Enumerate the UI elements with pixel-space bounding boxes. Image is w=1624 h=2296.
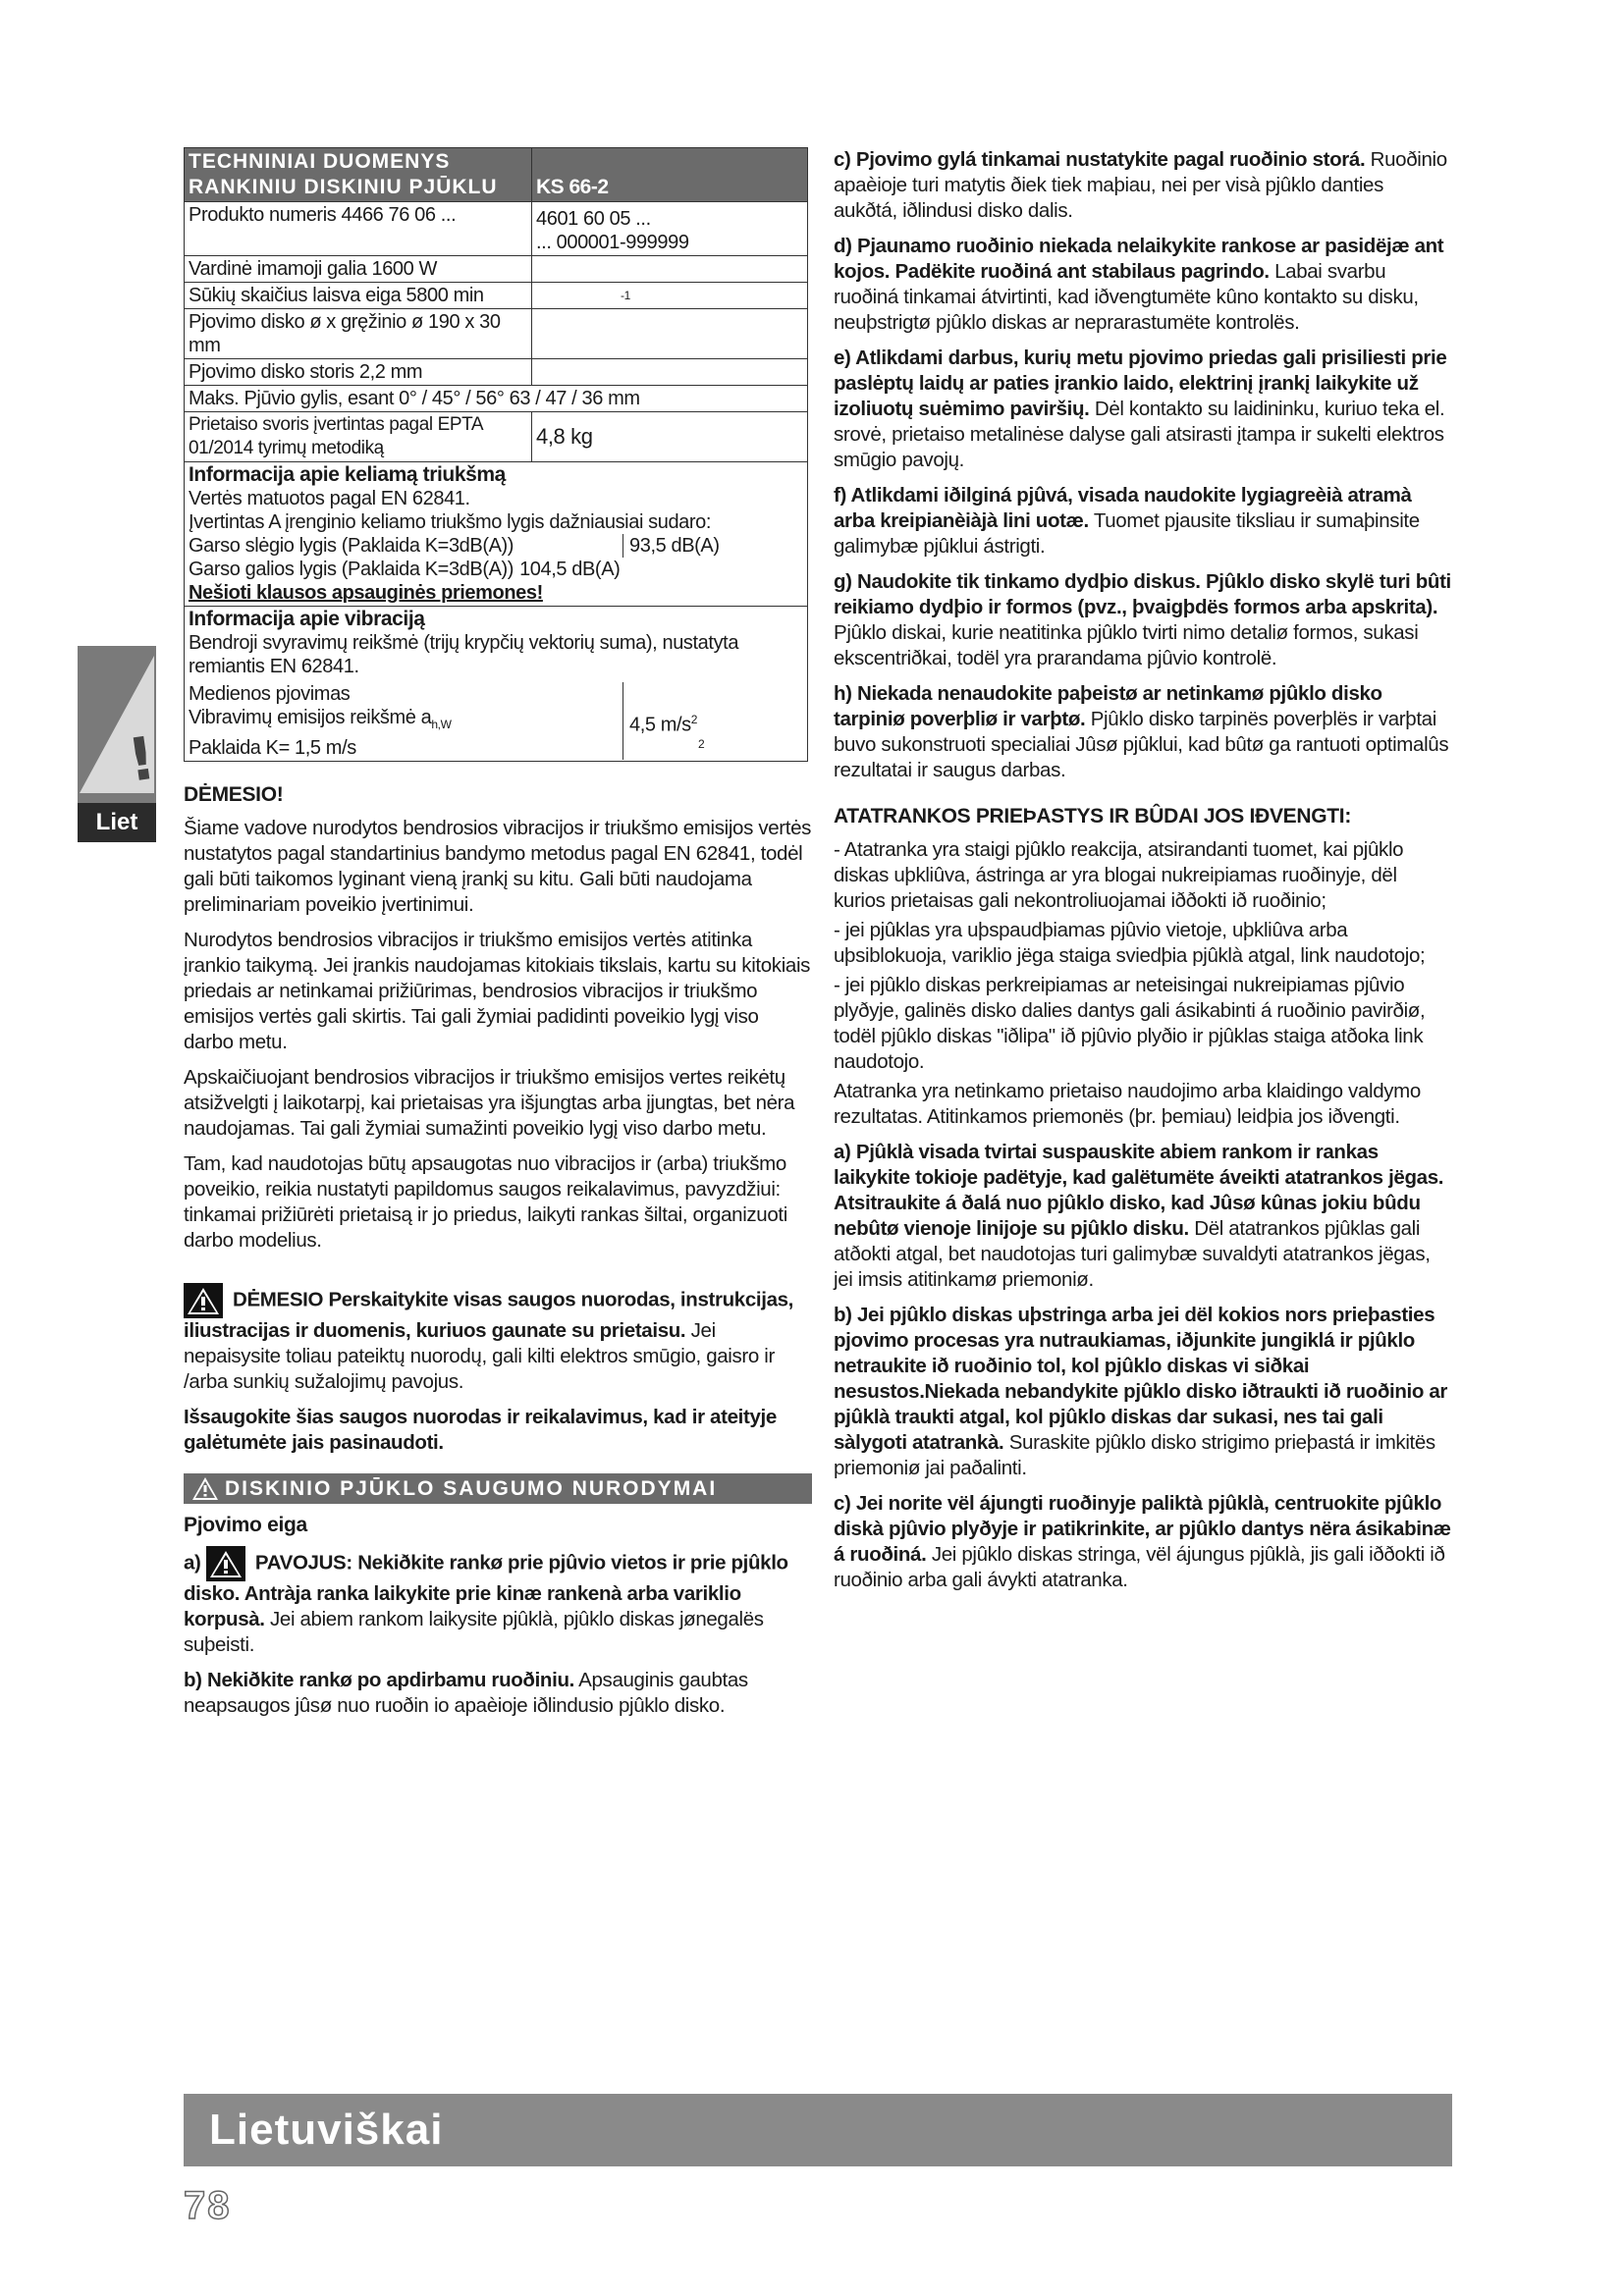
instruction-b-text: Apsauginis gaubtas neapsaugos jûsø nuo ruoðin io apaèioje iðlindusio pjûklo disko. bbox=[184, 1669, 748, 1717]
instruction-d-text: Labai svarbu ruoðiná tinkamai átvirtinti, kad iðvengtumëte kûno kontakto su disku, neuþstrigtø pjûklo diskas ar neprarastumëte kontrolës. bbox=[834, 260, 1419, 334]
instruction-f-text: Tuomet pjausite tiksliau ir sumaþinsite galimybæ pjûklui ástrigti. bbox=[834, 509, 1420, 558]
table-row bbox=[185, 283, 808, 309]
warning-exclamation-icon bbox=[78, 646, 160, 803]
kickback-note: Atatranka yra netinkamo prietaiso naudojimo arba klaidingo valdymo rezultatas. Atitinkamos priemonës (þr. þemiau) leidþia jos iðvengti. bbox=[834, 1080, 1421, 1128]
vibration-emission-sub: h,W bbox=[431, 718, 452, 731]
instruction-d bbox=[834, 234, 1452, 336]
instruction-d-bold: d) Pjaunamo ruoðinio niekada nelaikykite rankose ar pasidëjæ ant kojos. Padëkite ruoðiná ant stabilaus pagrindo. bbox=[834, 235, 1444, 283]
spec-label: Pjovimo disko ø x gręžinio ø 190 x 30 mm bbox=[185, 309, 532, 359]
noise-line2: Įvertintas A įrenginio keliamo triukšmo lygis dažniausiai sudaro: bbox=[189, 511, 712, 533]
spec-value: -1 bbox=[532, 283, 808, 309]
spec-label: Pjovimo disko storis 2,2 mm bbox=[185, 359, 532, 386]
spec-value: 4601 60 05 ... ... 000001-999999 bbox=[532, 202, 808, 256]
vibration-uncertainty-label: Paklaida K= 1,5 m/s bbox=[189, 737, 356, 759]
kickback-instruction-a-text: Dël atatrankos pjûklas gali atðokti atgal, bet naudotojas turi galimybæ suvaldyti atatrankos jëgas, jei imsis atitinkamø priemoniø. bbox=[834, 1217, 1431, 1291]
spec-label: Sūkių skaičius laisva eiga 5800 min bbox=[185, 283, 532, 309]
instruction-g-text: Pjûklo diskai, kurie neatitinka pjûklo tvirti nimo detaliø formos, sukasi ekscentriðkai, todël yra prarandama pjûvio kontrolë. bbox=[834, 621, 1419, 669]
spec-title-line2: RANKINIU DISKINIU PJŪKLU bbox=[189, 176, 498, 198]
spec-value bbox=[532, 256, 808, 283]
language-footer-bar: Lietuviškai bbox=[184, 2094, 1452, 2166]
kickback-item: - jei pjûklas yra uþspaudþiamas pjûvio vietoje, uþkliûva arba uþsiblokuoja, variklio jëga staiga sviedþia pjûklà atgal, link naudotojo; bbox=[834, 919, 1426, 967]
language-side-tab bbox=[78, 646, 160, 842]
warning-triangle-icon bbox=[184, 1283, 223, 1318]
spec-label: Produkto numeris 4466 76 06 ... bbox=[185, 202, 532, 256]
paragraph: Apskaičiuojant bendrosios vibracijos ir triukšmo emisijos vertes reikėtų atsižvelgti į laikotarpį, kai prietaisas yra išjungtas arba įjungtas, bet nėra naudojamas. Tai gali žymiai sumažinti poveikio lygį viso darbo metu. bbox=[184, 1066, 795, 1140]
instruction-g bbox=[834, 569, 1452, 671]
table-row bbox=[185, 309, 808, 359]
attention-title: DĖMESIO! bbox=[184, 783, 284, 806]
vibration-emission-sup: 2 bbox=[690, 713, 698, 726]
kickback-title: ATATRANKOS PRIEÞASTYS IR BÛDAI JOS IÐVENGTI: bbox=[834, 805, 1352, 828]
noise-power-value: 104,5 dB(A) bbox=[519, 559, 621, 580]
instruction-a bbox=[184, 1546, 812, 1658]
instruction-g-bold: g) Naudokite tik tinkamo dydþio diskus. Pjûklo disko skylë turi bûti reikiamo dydþio ir formos (pvz., þvaigþdës formos arba apskrita). bbox=[834, 570, 1451, 618]
page-number: 78 bbox=[184, 2184, 232, 2227]
noise-pressure-label: Garso slėgio lygis (Paklaida K=3dB(A)) bbox=[189, 535, 514, 557]
left-column bbox=[184, 147, 812, 1729]
general-warning-bold: DĖMESIO Perskaitykite visas saugos nuorodas, instrukcijas, iliustracijas ir duomenis, kuriuos gaunate su prietaisu. bbox=[184, 1288, 794, 1342]
spec-label: Prietaiso svoris įvertintas pagal EPTA 01/2014 tyrimų metodiką bbox=[185, 412, 532, 462]
side-tab-label: Liet bbox=[78, 803, 156, 842]
instruction-h bbox=[834, 681, 1452, 783]
instruction-e-text: Dėl kontakto su laidininku, kuriuo teka el. srovė, prietaiso metalinėse dalyse gali atsirasti įtampa ir sukelti elektros smūgio pavojų. bbox=[834, 398, 1445, 471]
general-warning bbox=[184, 1283, 812, 1395]
table-row bbox=[185, 359, 808, 386]
instruction-e bbox=[834, 346, 1452, 473]
subsection-title: Pjovimo eiga bbox=[184, 1514, 307, 1536]
noise-title: Informacija apie keliamą triukšmą bbox=[189, 463, 506, 486]
vibration-title: Informacija apie vibraciją bbox=[189, 608, 425, 630]
instruction-f bbox=[834, 483, 1452, 560]
instruction-b-bold: b) Nekiðkite rankø po apdirbamu ruoðiniu. bbox=[184, 1669, 574, 1691]
warning-triangle-icon bbox=[191, 1476, 219, 1501]
section-bar-title: DISKINIO PJŪKLO SAUGUMO NURODYMAI bbox=[225, 1476, 718, 1500]
spec-value bbox=[532, 309, 808, 359]
spec-title-line1: TECHNINIAI DUOMENYS bbox=[189, 150, 451, 173]
spec-value: 4,8 kg bbox=[532, 412, 808, 462]
vibration-text: Bendroji svyravimų reikšmė (trijų krypčių vektorių suma), nustatyta remiantis EN 62841. bbox=[189, 632, 739, 677]
svg-text:!: ! bbox=[123, 723, 160, 796]
spec-header-row bbox=[185, 148, 808, 202]
table-row bbox=[185, 256, 808, 283]
spec-label: Maks. Pjūvio gylis, esant 0° / 45° / 56° 63 / 47 / 36 mm bbox=[185, 386, 808, 412]
kickback-instruction-c bbox=[834, 1491, 1452, 1593]
instruction-f-bold: f) Atlikdami iðilginá pjûvá, visada naudokite lygiagreèià atramà arba kreipianèiàjà lini uotæ. bbox=[834, 484, 1412, 532]
kickback-item: - Atatranka yra staigi pjûklo reakcija, atsirandanti tuomet, kai pjûklo diskas uþkliûva, ástringa ar yra blogai nukreipiamas ruoðinyje, dël kurios prietaisas gali nekontroliuojamai iððokti ið ruoðinio; bbox=[834, 838, 1404, 912]
instruction-c-text: Ruoðinio apaèioje turi matytis ðiek tiek maþiau, nei per visà pjûklo danties aukðtá, iðlindusi disko dalis. bbox=[834, 148, 1447, 222]
table-row bbox=[185, 386, 808, 412]
spec-table bbox=[184, 147, 808, 762]
spec-label: Vardinė imamoji galia 1600 W bbox=[185, 256, 532, 283]
table-row bbox=[185, 412, 808, 462]
vibration-mode: Medienos pjovimas bbox=[189, 683, 351, 705]
table-row bbox=[185, 202, 808, 256]
instruction-a-bold: PAVOJUS: Nekiðkite rankø prie pjûvio vietos ir prie pjûklo disko. Antràja ranka laikykite prie kinæ rankenà arba variklio korpusà. bbox=[184, 1551, 788, 1630]
vibration-section bbox=[185, 607, 808, 762]
kickback-instruction-a bbox=[834, 1140, 1452, 1293]
kickback-instruction-a-bold: a) Pjûklà visada tvirtai suspauskite abiem rankom ir rankas laikykite tokioje padëtyje, kad galëtumëte áveikti atatrankos jëgas. Atsitraukite á ðalá nuo pjûklo disko, kad Jûsø kûnas jokiu bûdu nebûtø vienoje linijoje su pjûklo disku. bbox=[834, 1141, 1444, 1240]
kickback-item: - jei pjûklo diskas perkreipiamas ar neteisingai nukreipiamas pjûvio plyðyje, galinës disko dalies dantys gali ásikabinti á ruoðinio pavirðiø, todël pjûklo diskas "iðlipa" ið pjûvio plyðio ir pjûklas staiga atðoka link naudotojo. bbox=[834, 974, 1426, 1073]
kickback-instruction-b-bold: b) Jei pjûklo diskas uþstringa arba jei dël kokios nors prieþasties pjovimo procesas yra nutraukiamas, iðjunkite jungiklá ir pjûklo netraukite ið ruoðinio tol, kol pjûklo diskas vi siðkai nesustos.Niekada nebandykite pjûklo disko iðtraukti ið ruoðinio ar pjûklà traukti atgal, kol pjûklo diskas dar sukasi, nes tai gali sàlygoti atatrankà. bbox=[834, 1304, 1448, 1454]
keep-instructions-note: Išsaugokite šias saugos nuorodas ir reikalavimus, kad ir ateityje galėtumėte jais pasinaudoti. bbox=[184, 1406, 777, 1454]
instruction-b bbox=[184, 1668, 812, 1719]
paragraph: Tam, kad naudotojas būtų apsaugotas nuo vibracijos ir (arba) triukšmo poveikio, reikia nustatyti papildomus saugos reikalavimus, pavyzdžiui: tinkamai prižiūrėti prietaisą ir jo priedus, laikyti rankas šiltai, organizuoti darbo modelius. bbox=[184, 1152, 787, 1252]
instruction-c bbox=[834, 147, 1452, 224]
vibration-emission-value: 4,5 m/s bbox=[629, 714, 691, 736]
instruction-h-text: Pjûklo disko tarpinës poverþlës ir varþtai buvo sukonstruoti specialiai Jûsø pjûklui, kad bûtø ga rantuoti optimalûs rezultatai ir saugus darbas. bbox=[834, 708, 1449, 781]
noise-power-label: Garso galios lygis (Paklaida K=3dB(A)) bbox=[189, 559, 514, 580]
noise-line1: Vertės matuotos pagal EN 62841. bbox=[189, 488, 470, 509]
warning-triangle-icon bbox=[206, 1546, 245, 1581]
noise-pressure-value: 93,5 dB(A) bbox=[623, 534, 720, 558]
kickback-instruction-c-text: Jei pjûklo diskas stringa, vël ájungus pjûklà, jis gali iððokti ið ruoðinio arba gali ávykti atatranka. bbox=[834, 1543, 1445, 1591]
paragraph: Šiame vadove nurodytos bendrosios vibracijos ir triukšmo emisijos vertės nustatytos pagal standartinius bandymo metodus pagal EN 62841, todėl gali būti taikomos lyginant vieną įrankį su kitu. Gali būti naudojama preliminariam poveikio įvertinimui. bbox=[184, 817, 812, 916]
right-column bbox=[834, 147, 1452, 1603]
paragraph: Nurodytos bendrosios vibracijos ir triukšmo emisijos vertės atitinka įrankio taikymą. Jei įrankis naudojamas kitokiais tikslais, kartu su kitokiais priedais ar netinkamai prižiūrimas, bendrosios vibracijos ir triukšmo emisijos vertės gali skirtis. Tai gali žymiai padidinti poveikio lygį viso darbo metu. bbox=[184, 929, 811, 1053]
section-bar bbox=[184, 1473, 812, 1504]
vibration-emission-label: Vibravimų emisijos reikšmė a bbox=[189, 707, 432, 728]
vibration-uncertainty-sup: 2 bbox=[698, 736, 705, 751]
instruction-c-bold: c) Pjovimo gylá tinkamai nustatykite pagal ruoðinio storá. bbox=[834, 148, 1366, 171]
spec-model: KS 66-2 bbox=[532, 148, 808, 202]
instruction-h-bold: h) Niekada nenaudokite paþeistø ar netinkamø pjûklo disko tarpiniø poverþliø ir varþtø. bbox=[834, 682, 1382, 730]
kickback-instruction-b bbox=[834, 1303, 1452, 1481]
kickback-instruction-c-bold: c) Jei norite vël ájungti ruoðinyje paliktà pjûklà, centruokite pjûklo diskà pjûvio plyðyje ir patikrinkite, ar pjûklo dantys nëra ásikabinæ á ruoðiná. bbox=[834, 1492, 1451, 1566]
instruction-a-text: Jei abiem rankom laikysite pjûklà, pjûklo diskas jønegalës suþeisti. bbox=[184, 1608, 764, 1656]
kickback-instruction-b-text: Suraskite pjûklo disko strigimo prieþastá ir imkitës priemoniø jai paðalinti. bbox=[834, 1431, 1435, 1479]
instruction-e-bold: e) Atlikdami darbus, kurių metu pjovimo priedas gali prisiliesti prie paslėptų laidų ar paties įrankio laido, elektrinį įrankį laikykite už izoliuotų suėmimo paviršių. bbox=[834, 347, 1447, 420]
instruction-a-prefix: a) bbox=[184, 1551, 201, 1575]
noise-section bbox=[185, 462, 808, 607]
ear-protection-note: Nešioti klausos apsauginės priemones! bbox=[189, 582, 543, 604]
spec-value bbox=[532, 359, 808, 386]
general-warning-text: Jei nepaisysite toliau pateiktų nuorodų, gali kilti elektros smūgio, gaisro ir /arba sunkių sužalojimų pavojus. bbox=[184, 1319, 775, 1393]
